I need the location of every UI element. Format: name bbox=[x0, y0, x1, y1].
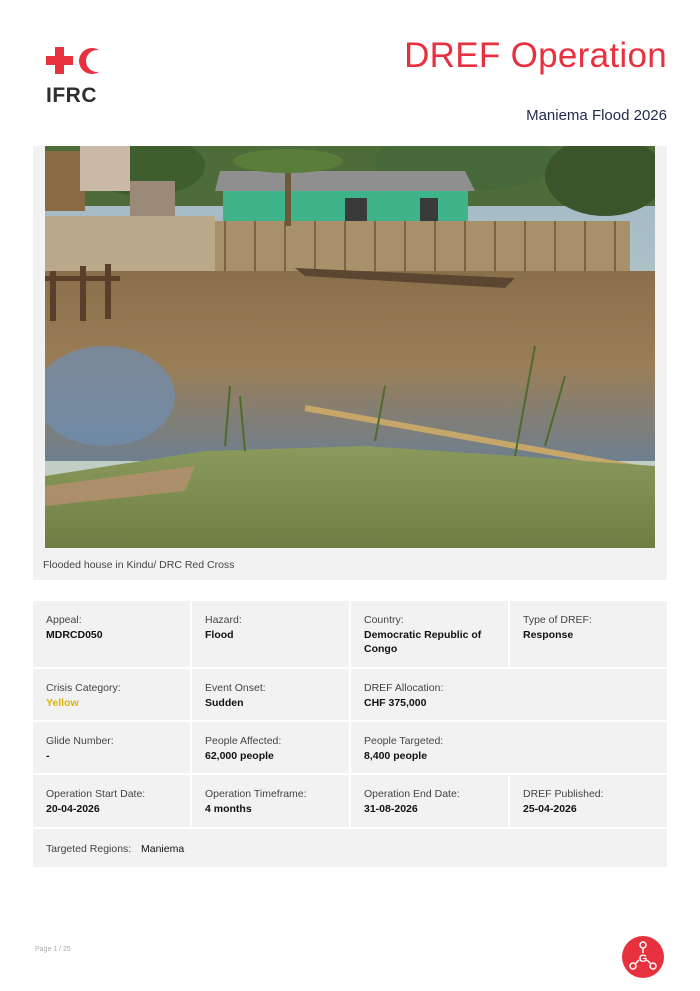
hazard-label: Hazard: bbox=[205, 614, 242, 626]
event-onset-cell bbox=[192, 669, 349, 720]
op-start-value: 20-04-2026 bbox=[46, 803, 100, 815]
crisis-category-value: Yellow bbox=[46, 697, 79, 709]
red-cross-crescent-icon bbox=[46, 46, 106, 80]
page-number: Page 1 / 25 bbox=[35, 946, 71, 953]
dref-allocation-cell bbox=[351, 669, 667, 720]
dref-type-label: Type of DREF: bbox=[523, 614, 592, 626]
hazard-cell bbox=[192, 601, 349, 667]
appeal-cell bbox=[33, 601, 190, 667]
dref-published-value: 25-04-2026 bbox=[523, 803, 577, 815]
crisis-category-cell bbox=[33, 669, 190, 720]
targeted-regions-label: Targeted Regions: bbox=[46, 843, 132, 855]
op-timeframe-value: 4 months bbox=[205, 803, 252, 815]
ifrc-logo bbox=[46, 46, 106, 80]
op-timeframe-cell bbox=[192, 775, 349, 827]
op-end-cell bbox=[351, 775, 508, 827]
op-timeframe-label: Operation Timeframe: bbox=[205, 788, 307, 800]
targeted-regions-cell bbox=[33, 829, 667, 867]
appeal-value: MDRCD050 bbox=[46, 629, 103, 641]
country-label: Country: bbox=[364, 614, 404, 626]
dref-type-value: Response bbox=[523, 629, 574, 641]
go-network-icon bbox=[622, 936, 664, 978]
cover-photo bbox=[33, 146, 667, 548]
go-badge-letter: G bbox=[638, 953, 648, 965]
go-platform-link[interactable] bbox=[622, 936, 664, 978]
op-start-cell bbox=[33, 775, 190, 827]
op-end-value: 31-08-2026 bbox=[364, 803, 418, 815]
op-start-label: Operation Start Date: bbox=[46, 788, 146, 800]
appeal-label: Appeal: bbox=[46, 614, 82, 626]
targeted-regions-value: Maniema bbox=[141, 843, 185, 855]
people-affected-value: 62,000 people bbox=[205, 750, 274, 762]
people-targeted-label: People Targeted: bbox=[364, 735, 444, 747]
org-name: IFRC bbox=[46, 84, 97, 107]
dref-published-cell bbox=[510, 775, 667, 827]
glide-number-cell bbox=[33, 722, 190, 773]
caption-text: Flooded house in Kindu/ DRC Red Cross bbox=[43, 559, 235, 571]
country-value: Democratic Republic of Congo bbox=[364, 629, 482, 655]
people-affected-cell bbox=[192, 722, 349, 773]
people-targeted-cell bbox=[351, 722, 667, 773]
dref-published-label: DREF Published: bbox=[523, 788, 604, 800]
glide-number-value: - bbox=[46, 750, 50, 762]
people-affected-label: People Affected: bbox=[205, 735, 282, 747]
dref-allocation-value: CHF 375,000 bbox=[364, 697, 427, 709]
dref-allocation-label: DREF Allocation: bbox=[364, 682, 444, 694]
people-targeted-value: 8,400 people bbox=[364, 750, 428, 762]
crisis-category-label: Crisis Category: bbox=[46, 682, 121, 694]
page-title: DREF Operation bbox=[404, 36, 667, 75]
event-onset-label: Event Onset: bbox=[205, 682, 266, 694]
op-end-label: Operation End Date: bbox=[364, 788, 460, 800]
country-cell bbox=[351, 601, 508, 667]
event-onset-value: Sudden bbox=[205, 697, 244, 709]
page-subtitle: Maniema Flood 2026 bbox=[526, 107, 667, 124]
photo-caption bbox=[33, 548, 667, 580]
glide-number-label: Glide Number: bbox=[46, 735, 114, 747]
hazard-value: Flood bbox=[205, 629, 234, 641]
dref-type-cell bbox=[510, 601, 667, 667]
